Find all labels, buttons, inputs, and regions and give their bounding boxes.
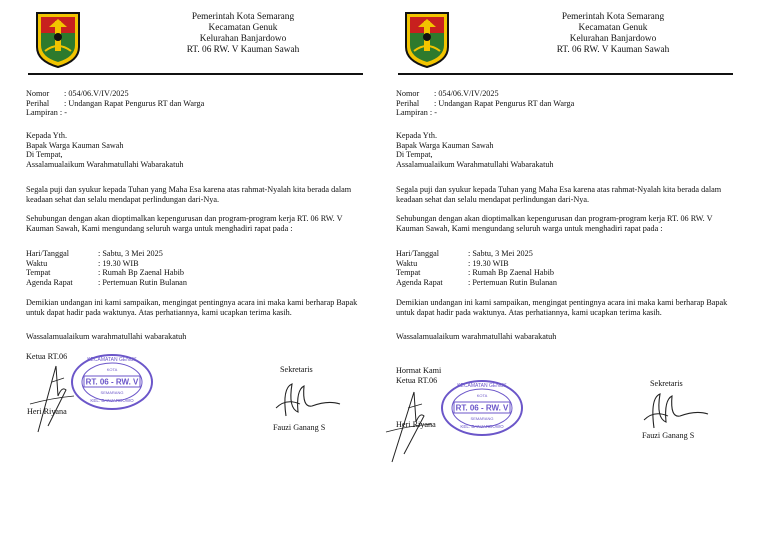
body-paragraph-2: Sehubungan dengan akan dioptimalkan kepengurusan dan program-program kerja RT. 06 RW. V Kauman Sawah, Kami mengundang seluruh warga untuk menghadiri rapat pada : (26, 214, 343, 233)
recipient-line: Kepada Yth. (26, 131, 68, 140)
lampiran: Lampiran : - (396, 108, 437, 118)
detail-label: Agenda Rapat (26, 277, 73, 287)
sekretaris-title: Sekretaris (650, 379, 683, 388)
stamp-bottom-small: SEMARANG (100, 390, 124, 395)
stamp-center-text: RT. 06 - RW. V (85, 377, 139, 387)
letterhead-line: Kecamatan Genuk (578, 23, 648, 33)
semarang-crest-icon (404, 11, 450, 69)
detail-label: Waktu (396, 258, 418, 268)
letter-page-right (388, 0, 756, 470)
detail-label: Tempat (396, 268, 421, 278)
stamp-bottom-text: KEL. BANJARDOWO (460, 424, 504, 429)
body-paragraph-2: Sehubungan dengan akan dioptimalkan kepengurusan dan program-program kerja RT. 06 RW. V Kauman Sawah, Kami mengundang seluruh warga untuk menghadiri rapat pada : (396, 214, 713, 233)
letterhead-line: Pemerintah Kota Semarang (561, 12, 665, 22)
stamp-outer-text: KECAMATAN GENUK (457, 383, 507, 389)
detail-label: Tempat (26, 268, 51, 278)
detail-label: Agenda Rapat (396, 277, 443, 287)
body-paragraph-1: Segala puji dan syukur kepada Tuhan yang Maha Esa karena atas rahmat-Nyalah kita berada dalam keadaan sehat dan selalu mendapat perlindungan dari-Nya. (26, 185, 352, 204)
stamp-center-text: RT. 06 - RW. V (455, 403, 509, 413)
detail-label: Hari/Tanggal (26, 249, 70, 258)
body-paragraph-1: Segala puji dan syukur kepada Tuhan yang Maha Esa karena atas rahmat-Nyalah kita berada dalam keadaan sehat dan selalu mendapat perlindungan dari-Nya. (396, 185, 722, 204)
body-paragraph-3: Demikian undangan ini kami sampaikan, mengingat pentingnya acara ini maka kami berharap Bapak untuk dapat hadir pada waktunya. Atas perhatiannya, kami ucapkan terima kasih. (26, 298, 358, 317)
recipient-line: Bapak Warga Kauman Sawah (396, 140, 494, 150)
detail-value: : 19.30 WIB (468, 258, 509, 268)
letterhead-line: Kelurahan Banjardowo (569, 34, 657, 44)
meeting-details (26, 249, 187, 287)
closing-salutation: Wassalamualaikum warahmatullahi wabarakatuh (396, 332, 557, 341)
ketua-signature-icon (28, 356, 78, 436)
letterhead-line: Pemerintah Kota Semarang (191, 12, 295, 22)
detail-label: Hari/Tanggal (396, 249, 440, 258)
detail-value: : Pertemuan Rutin Bulanan (468, 277, 557, 287)
sekretaris-title: Sekretaris (280, 365, 313, 374)
detail-label: Waktu (26, 258, 48, 268)
recipient-block (26, 131, 184, 169)
nomor-label: Nomor (26, 89, 50, 98)
detail-value: : Pertemuan Rutin Bulanan (98, 277, 187, 287)
letterhead-line: Kelurahan Banjardowo (199, 34, 287, 44)
letter-page-left (18, 0, 386, 470)
recipient-line: Kepada Yth. (396, 131, 438, 140)
recipient-block (396, 131, 554, 169)
letterhead-line: Kecamatan Genuk (208, 23, 278, 33)
letterhead-line: RT. 06 RW. V Kauman Sawah (556, 45, 670, 55)
detail-value: : Rumah Bp Zaenal Habib (468, 268, 554, 278)
stamp-outer-text: KECAMATAN GENUK (87, 357, 137, 363)
letterhead (128, 12, 358, 56)
ketua-title: Ketua RT.06 (396, 376, 438, 385)
nomor-value: : 054/06.V/IV/2025 (434, 89, 499, 98)
lampiran: Lampiran : - (26, 108, 67, 118)
perihal-label: Perihal (26, 98, 50, 108)
closing-salutation: Wassalamualaikum warahmatullahi wabarakatuh (26, 332, 187, 341)
perihal-value: : Undangan Rapat Pengurus RT dan Warga (64, 98, 205, 108)
greeting: Assalamualaikum Warahmatullahi Wabarakatuh (26, 159, 184, 169)
letter-meta (26, 89, 204, 118)
detail-value: : 19.30 WIB (98, 258, 139, 268)
hormat-kami: Hormat Kami (396, 366, 442, 375)
stamp-top-small: KOTA (476, 393, 488, 398)
detail-value: : Rumah Bp Zaenal Habib (98, 268, 184, 278)
recipient-line: Di Tempat, (396, 150, 433, 160)
meeting-details (396, 249, 557, 287)
rt-stamp-icon (440, 378, 524, 438)
sekretaris-name: Fauzi Ganang S (273, 423, 326, 432)
stamp-bottom-small: SEMARANG (470, 416, 494, 421)
ketua-name: Heri Riyana (396, 420, 436, 429)
perihal-value: : Undangan Rapat Pengurus RT dan Warga (434, 98, 575, 108)
letterhead (498, 12, 728, 56)
recipient-line: Bapak Warga Kauman Sawah (26, 140, 124, 150)
detail-value: : Sabtu, 3 Mei 2025 (468, 249, 533, 258)
sekretaris-signature-icon (638, 388, 710, 434)
recipient-line: Di Tempat, (26, 150, 63, 160)
stamp-bottom-text: KEL. BANJARDOWO (90, 398, 134, 403)
nomor-value: : 054/06.V/IV/2025 (64, 89, 129, 98)
greeting: Assalamualaikum Warahmatullahi Wabarakatuh (396, 159, 554, 169)
rt-stamp-icon (70, 352, 154, 412)
letterhead-line: RT. 06 RW. V Kauman Sawah (186, 45, 300, 55)
semarang-crest-icon (35, 11, 81, 69)
header-divider (398, 73, 733, 75)
sekretaris-signature-icon (270, 378, 342, 422)
sekretaris-name: Fauzi Ganang S (642, 431, 695, 440)
ketua-name: Heri Riyana (27, 407, 67, 416)
header-divider (28, 73, 363, 75)
nomor-label: Nomor (396, 89, 420, 98)
ketua-title: Ketua RT.06 (26, 352, 68, 361)
letter-meta (396, 89, 574, 118)
perihal-label: Perihal (396, 98, 420, 108)
body-paragraph-3: Demikian undangan ini kami sampaikan, mengingat pentingnya acara ini maka kami berharap Bapak untuk dapat hadir pada waktunya. Atas perhatiannya, kami ucapkan terima kasih. (396, 298, 728, 317)
stamp-top-small: KOTA (106, 367, 118, 372)
detail-value: : Sabtu, 3 Mei 2025 (98, 249, 163, 258)
